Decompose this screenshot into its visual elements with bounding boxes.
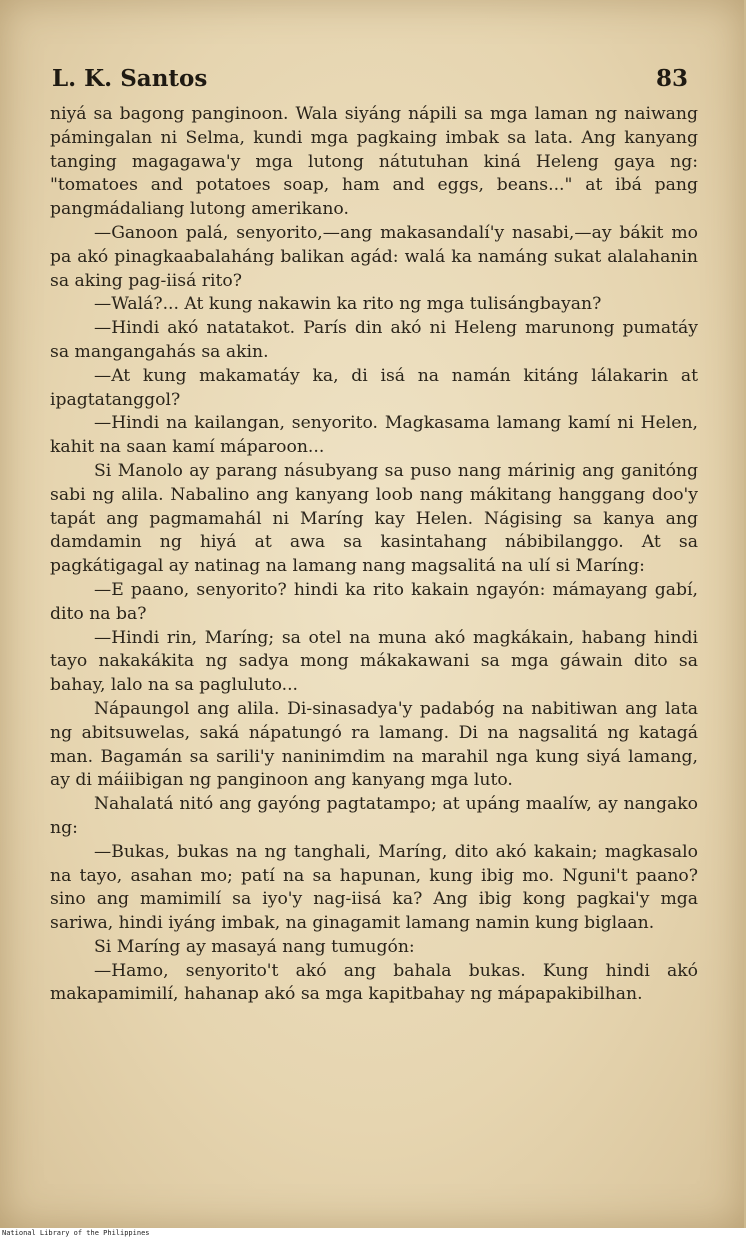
paragraph: niyá sa bagong panginoon. Wala siyáng nápili sa mga laman ng naiwang pámingalan ni Selma, kundi mga pagkaing imbak sa lata. Ang kanyang tanging magagawa'y mga lutong nátutuhan kiná Heleng gaya ng: "tomatoes and potatoes soap, ham and eggs, beans..." at ibá pang pangmádaliang lutong amerikano. (50, 104, 698, 220)
author-running-head: L. K. Santos (52, 64, 208, 92)
paragraph: Si Manolo ay parang násubyang sa puso nang márinig ang ganitóng sabi ng alila. Nabalino ang kanyang loob nang mákitang hanggang doo'y tapát ang pagmamahál ni Maríng kay Helen. Nágising sa kanya ang damdamin ng hiyá at awa sa kasintahang nábibilanggo. At sa pagkátigagal ay natinag na lamang nang magsalitá na ulí si Maríng: (50, 460, 698, 577)
paragraph: —Bukas, bukas na ng tanghali, Maríng, dito akó kakain; magkasalo na tayo, asahan mo; patí na sa hapunan, kung ibig mo. Nguni't paano? sino ang mamimilí sa iyo'y nag-iisá ka? Ang ibig kong pagkai'y mga sariwa, hindi iyáng imbak, na ginagamit lamang namin kung biglaan. (50, 841, 698, 934)
page-number: 83 (655, 64, 688, 92)
paragraph: Si Maríng ay masayá nang tumugón: (94, 936, 415, 957)
page-header (52, 60, 688, 96)
paragraph: Nápaungol ang alila. Di-sinasadya'y padabóg na nabitiwan ang lata ng abitsuwelas, saká nápatungó ra lamang. Di na nagsalitá ng katagá man. Bagamán sa sarili'y naninimdim na marahil nga kung siyá lamang, ay di máiibigan ng panginoon ang kanyang mga luto. (50, 698, 698, 791)
paragraph: —At kung makamatáy ka, di isá na namán kitáng lálakarin at ipagtatanggol? (50, 365, 698, 410)
page-body (50, 103, 698, 1007)
paragraph: —Hindi rin, Maríng; sa otel na muna akó magkákain, habang hindi tayo nakakákita ng sadya mong mákakawani sa mga gáwain dito sa bahay, lalo na sa pagluluto... (50, 627, 698, 696)
paragraph: —Hindi akó natatakot. París din akó ni Heleng marunong pumatáy sa mangangahás sa akin. (50, 318, 698, 362)
paragraph: —Hamo, senyorito't akó ang bahala bukas. Kung hindi akó makapamimilí, hahanap akó sa mga kapitbahay ng mápapakibilhan. (50, 960, 698, 1005)
paragraph: —Hindi na kailangan, senyorito. Magkasama lamang kamí ni Helen, kahit na saan kamí máparoon... (50, 413, 698, 458)
paragraph: —Walá?... At kung nakawin ka rito ng mga tulisángbayan? (94, 294, 602, 315)
paragraph: —E paano, senyorito? hindi ka rito kakain ngayón: mámayang gabí, dito na ba? (50, 579, 698, 624)
library-credit: National Library of the Philippines (2, 1229, 150, 1237)
paragraph: Nahalatá nitó ang gayóng pagtatampo; at upáng maalíw, ay nangako ng: (50, 794, 698, 838)
paragraph: —Ganoon palá, senyorito,—ang makasandalí'y nasabi,—ay bákit mo pa akó pinagkaabalaháng balikan agád: walá ka namáng sukat alalahanin sa aking pag-iisá rito? (50, 222, 698, 291)
